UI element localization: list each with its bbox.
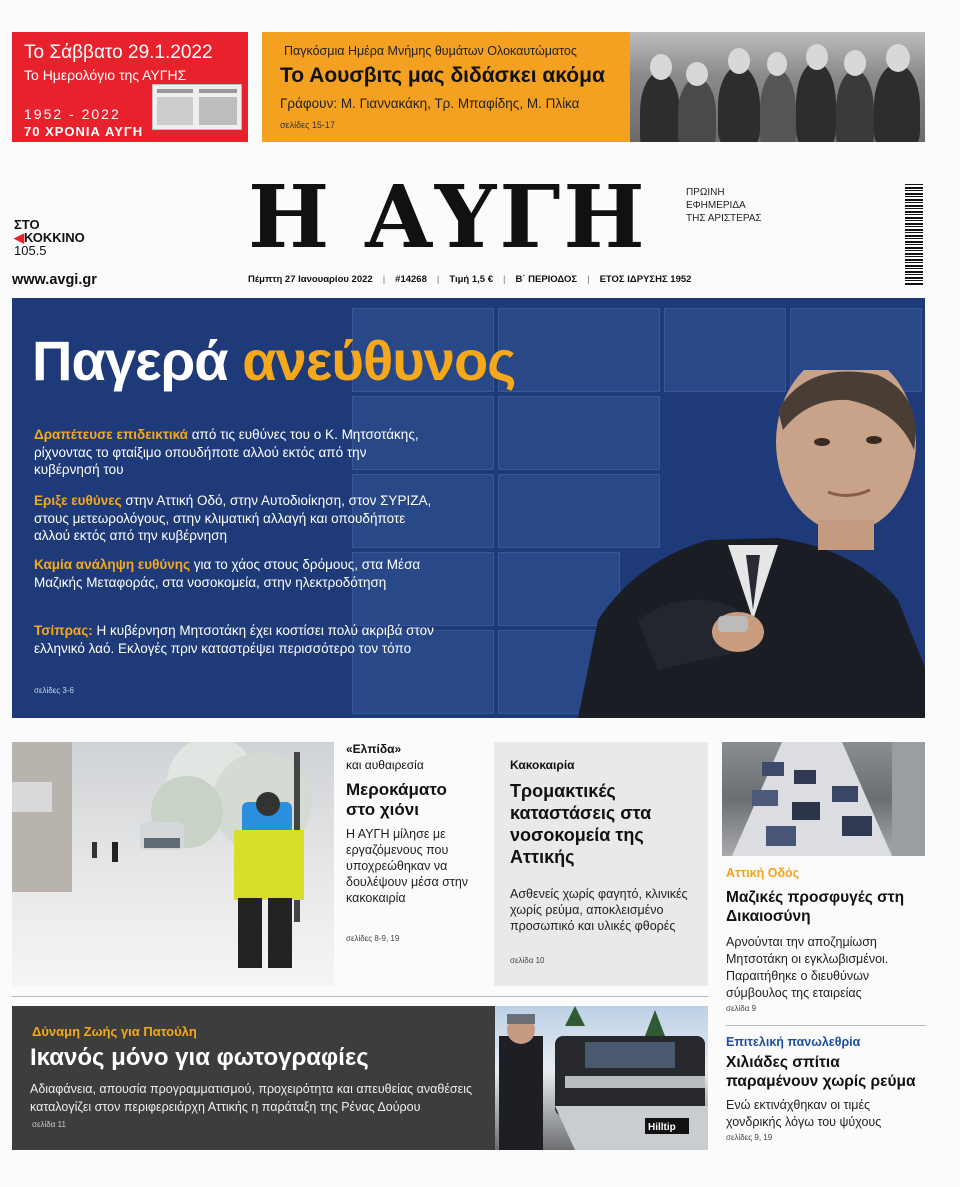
promo-holocaust-headline: Το Αουσβιτς μας διδάσκει ακόμα — [280, 64, 605, 87]
lead-headline-part1: Παγερά — [32, 329, 228, 392]
lead-paragraph-4 — [34, 622, 434, 657]
story-snow-headline: Μεροκάματο στο χιόνι — [346, 780, 447, 819]
story-power-text: Ενώ εκτινάχθηκαν οι τιμές χονδρικής λόγω του ψύχους — [726, 1098, 882, 1129]
story-power-headline: Χιλιάδες σπίτια παραμένουν χωρίς ρεύμα — [726, 1054, 916, 1090]
radio-logo-line1: ΣΤΟ — [14, 217, 40, 232]
story-snow-kicker: «Ελπίδα» — [346, 742, 402, 756]
story-road-headline: Μαζικές προσφυγές στη Δικαιοσύνη — [726, 889, 905, 925]
row-divider — [12, 996, 708, 997]
promo-anniversary-subtitle: Το Ημερολόγιο της ΑΥΓΗΣ — [24, 67, 187, 83]
lead-headline-part2: ανεύθυνος — [242, 329, 516, 392]
lead-paragraph-4-bold: Τσίπρας: — [34, 623, 93, 638]
founded-year: ΕΤΟΣ ΙΔΡΥΣΗΣ 1952 — [599, 274, 692, 285]
lead-paragraph-2-text: στην Αττική Οδό, στην Αυτοδιοίκηση, στον ΣΥΡΙΖΑ, στους μετεωρολόγους, στην κλιματική αλλαγή και οπουδήποτε αλλού εκτός από την κυβέρνηση — [34, 493, 432, 543]
story-road-pages: σελίδα 9 — [726, 1004, 757, 1013]
lead-paragraph-1-text: από τις ευθύνες του ο Κ. Μητσοτάκης, ρίχνοντας το φταίξιμο οπουδήποτε αλλού εκτός από την κυβέρνησή του — [34, 427, 419, 477]
website-link[interactable]: www.avgi.gr — [12, 272, 97, 288]
issue-period: Β΄ ΠΕΡΙΟΔΟΣ — [515, 274, 578, 285]
lead-paragraph-3 — [34, 556, 434, 591]
lead-story[interactable] — [12, 298, 925, 718]
story-snow-kicker2: και αυθαιρεσία — [346, 758, 424, 772]
story-hospitals-headline: Τρομακτικές καταστάσεις στα νοσοκομεία της Αττικής — [510, 781, 652, 867]
story-patoulis-text: Αδιαφάνεια, απουσία προγραμματισμού, προχειρότητα και απευθείας αναθέσεις καταλογίζει στον περιφερειάρχη Αττικής η παράταξη της Ρένας Δούρου — [30, 1082, 472, 1114]
promo-holocaust-authors: Γράφουν: Μ. Γιαννακάκη, Τρ. Μπαφίδης, Μ. Πλίκα — [280, 96, 580, 111]
tagline-line3: ΤΗΣ ΑΡΙΣΤΕΡΑΣ — [686, 213, 762, 224]
newspaper-title: Η ΑΥΓΗ — [248, 167, 648, 268]
children-photo-image — [630, 32, 925, 142]
dateline: Πέμπτη 27 Ιανουαρίου 2022 | #14268 | Τιμή 1,5 € | Β΄ ΠΕΡΙΟΔΟΣ | ΕΤΟΣ ΙΔΡΥΣΗΣ 1952 — [248, 274, 692, 285]
lead-paragraph-2-bold: Εριξε ευθύνες — [34, 493, 122, 508]
issue-date: Πέμπτη 27 Ιανουαρίου 2022 — [248, 274, 373, 285]
issue-number: #14268 — [395, 274, 427, 285]
promo-anniversary[interactable] — [12, 32, 248, 142]
story-snow-pages: σελίδες 8-9, 19 — [346, 934, 400, 943]
story-snow-text: Η ΑΥΓΗ μίλησε με εργαζόμενους που υποχρεώθηκαν να δουλέψουν μέσα στην κακοκαιρία — [346, 827, 469, 905]
highway-snow-photo-image — [722, 742, 925, 856]
story-power-pages: σελίδες 9, 19 — [726, 1133, 773, 1142]
lead-paragraph-4-text: Η κυβέρνηση Μητσοτάκη έχει κοστίσει πολύ ακριβά στον ελληνικό λαό. Εκλογές πριν καταστρέψει περισσότερο τον τόπο — [34, 623, 434, 656]
tagline — [686, 186, 762, 225]
story-road-kicker: Αττική Οδός — [726, 866, 800, 880]
lead-paragraph-3-text: για το χάος στους δρόμους, στα Μέσα Μαζικής Μεταφοράς, στα νοσοκομεία, στην ηλεκτροδότηση — [34, 557, 421, 590]
barcode-image — [905, 184, 923, 286]
story-hospitals-pages: σελίδα 10 — [510, 956, 545, 965]
lead-paragraph-3-bold: Καμία ανάληψη ευθύνης — [34, 557, 191, 572]
politician-portrait-image — [578, 370, 925, 718]
promo-holocaust-kicker: Παγκόσμια Ημέρα Μνήμης θυμάτων Ολοκαυτώματος — [284, 44, 577, 58]
promo-anniversary-date: Το Σάββατο 29.1.2022 — [24, 42, 213, 63]
promo-anniversary-years: 1952 - 2022 — [24, 106, 121, 122]
story-hospitals[interactable] — [494, 742, 708, 986]
story-snow-workers[interactable] — [346, 742, 476, 986]
tagline-line1: ΠΡΩΙΝΗ — [686, 187, 725, 198]
lead-paragraph-1-bold: Δραπέτευσε επιδεικτικά — [34, 427, 188, 442]
radio-arrow-icon: ◀ — [14, 230, 24, 245]
story-road-text: Αρνούνται την αποζημίωση Μητσοτάκη οι εγκλωβισμένοι. Παραιτήθηκε ο διευθύνων σύμβουλος της εταιρείας — [726, 935, 889, 1000]
promo-holocaust-pages: σελίδες 15-17 — [280, 120, 335, 130]
promo-anniversary-label: 70 ΧΡΟΝΙΑ ΑΥΓΗ — [24, 124, 144, 139]
newspaper-thumbnail-image — [152, 84, 242, 130]
story-patoulis-headline: Ικανός μόνο για φωτογραφίες — [30, 1044, 369, 1071]
column-divider — [726, 1025, 926, 1026]
tagline-line2: ΕΦΗΜΕΡΙΔΑ — [686, 200, 746, 211]
truck-photo-image — [495, 1006, 708, 1150]
story-patoulis[interactable] — [12, 1006, 495, 1150]
truck-plow-label: Hilltip — [648, 1122, 676, 1133]
story-patoulis-kicker: Δύναμη Ζωής για Πατούλη — [32, 1024, 197, 1039]
radio-logo-line2: ΚΟΚΚΙΝΟ — [24, 230, 85, 245]
courier-snow-photo-image — [12, 742, 334, 986]
story-patoulis-pages: σελίδα 11 — [32, 1120, 66, 1129]
lead-paragraph-1 — [34, 426, 434, 479]
lead-headline — [32, 328, 515, 393]
lead-pages: σελίδες 3-6 — [34, 686, 74, 695]
story-power-kicker: Επιτελική πανωλεθρία — [726, 1035, 861, 1049]
promo-holocaust[interactable] — [262, 32, 630, 142]
radio-frequency: 105.5 — [14, 243, 47, 258]
lead-paragraph-2 — [34, 492, 434, 545]
story-hospitals-kicker: Κακοκαιρία — [510, 758, 575, 772]
radio-logo[interactable] — [14, 218, 85, 257]
issue-price: Τιμή 1,5 € — [449, 274, 493, 285]
story-hospitals-text: Ασθενείς χωρίς φαγητό, κλινικές χωρίς ρεύμα, αποκλεισμένο προσωπικό και υλικές φθορές — [510, 887, 688, 933]
